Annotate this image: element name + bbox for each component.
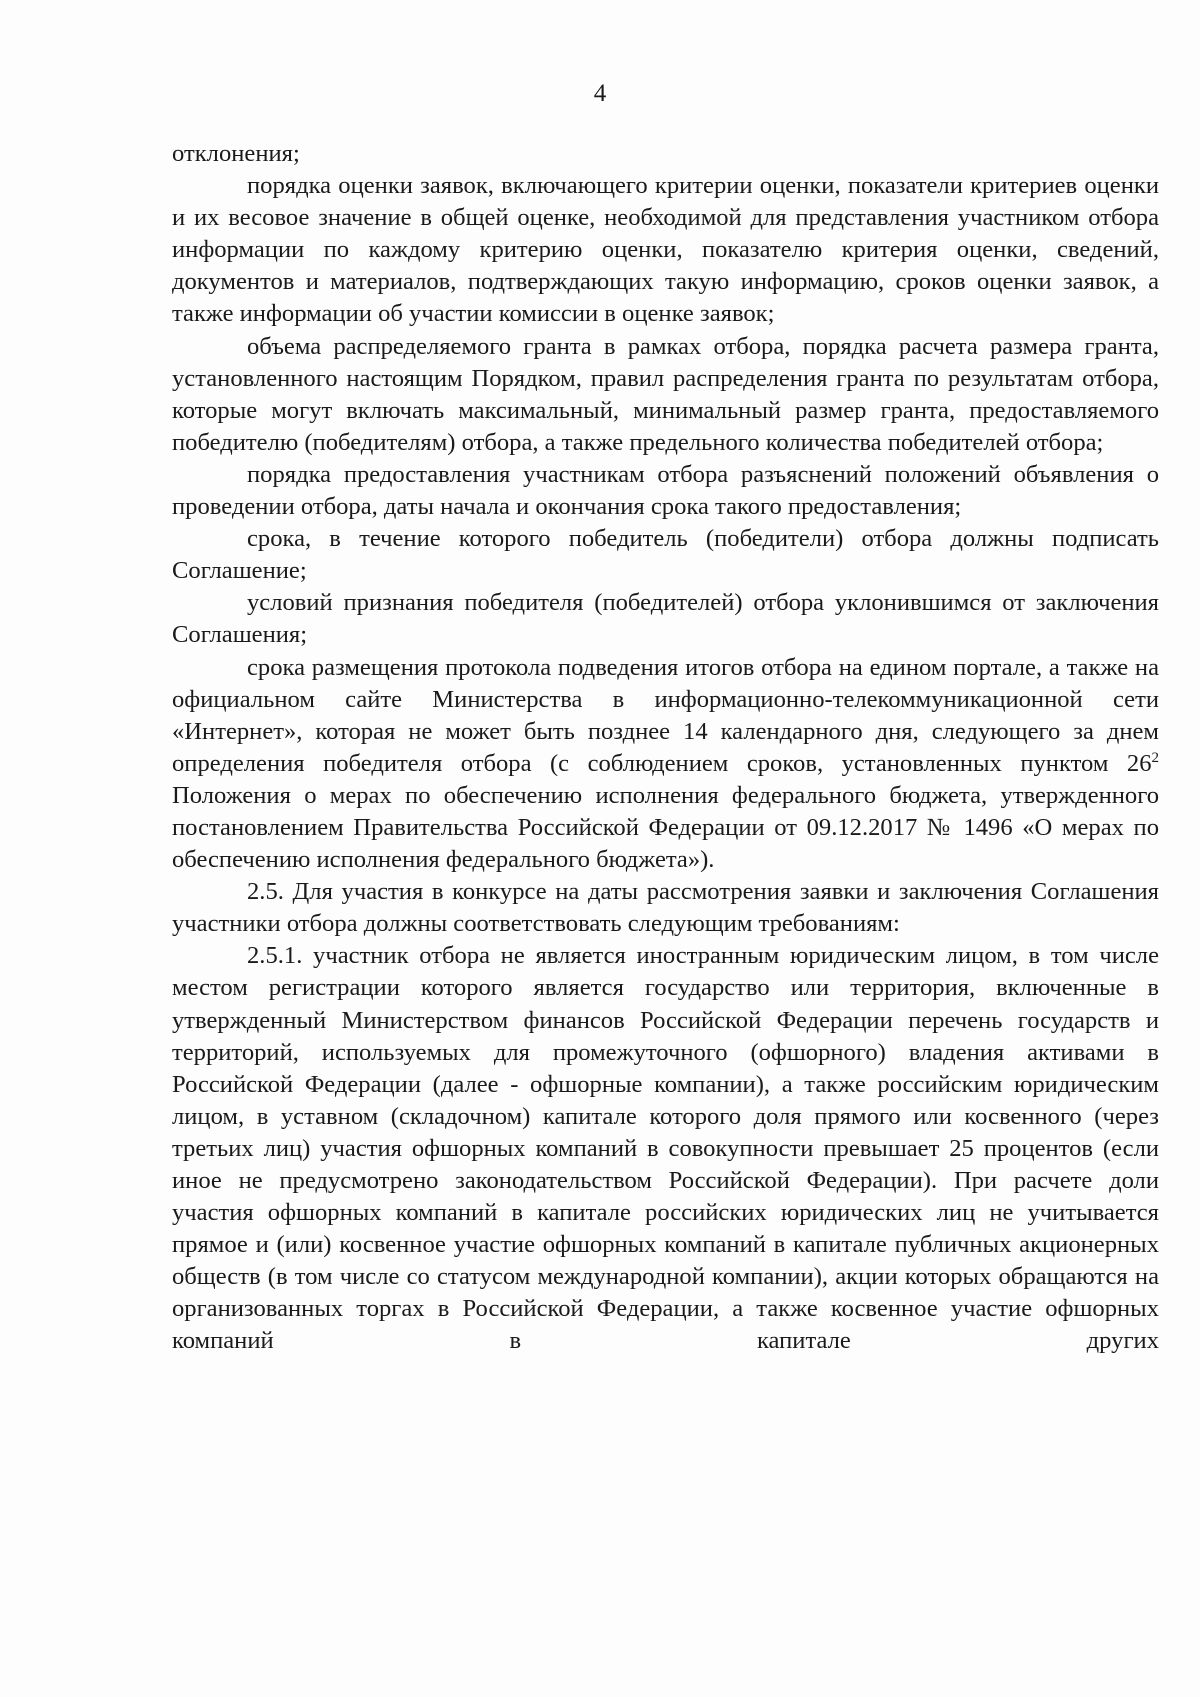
- paragraph: срока, в течение которого победитель (победители) отбора должны подписать Соглашение;: [172, 525, 1159, 585]
- paragraph: порядка оценки заявок, включающего критерии оценки, показатели критериев оценки и их весовое значение в общей оценке, необходимой для представления участником отбора информации по каждому критерию оценки, показателю критерия оценки, сведений, документов и материалов, подтверждающих такую информацию, сроков оценки заявок, а также информации об участии комиссии в оценке заявок;: [172, 172, 1159, 328]
- paragraph-text: Положения о мерах по обеспечению исполнения федерального бюджета, утвержденного постановлением Правительства Российской Федерации от 09.12.2017 № 1496 «О мерах по обеспечению исполнения федерального бюджета»).: [172, 781, 1159, 874]
- superscript: 2: [1151, 749, 1159, 766]
- paragraph: условий признания победителя (победителей) отбора уклонившимся от заключения Соглашения;: [172, 589, 1159, 649]
- paragraph: отклонения;: [172, 140, 300, 167]
- document-body: [172, 138, 1159, 1358]
- paragraph-placement: [172, 652, 1159, 877]
- page-number: 4: [593, 80, 607, 107]
- paragraph: объема распределяемого гранта в рамках отбора, порядка расчета размера гранта, установленного настоящим Порядком, правил распределения гранта по результатам отбора, которые могут включать максимальный, минимальный размер гранта, предоставляемого победителю (победителям) отбора, а также предельного количества победителей отбора;: [172, 332, 1159, 456]
- paragraph-section-2-5-1: 2.5.1. участник отбора не является иностранным юридическим лицом, в том числе местом регистрации которого является государство или территория, включенные в утвержденный Министерством финансов Российской Федерации перечень государств и территорий, используемых для промежуточного (офшорного) владения активами в Российской Федерации (далее - офшорные компании), а также российским юридическим лицом, в уставном (складочном) капитале которого доля прямого или косвенного (через третьих лиц) участия офшорных компаний в совокупности превышает 25 процентов (если иное не предусмотрено законодательством Российской Федерации). При расчете доли участия офшорных компаний в капитале российских юридических лиц не учитывается прямое и (или) косвенное участие офшорных компаний в капитале публичных акционерных обществ (в том числе со статусом международной компании), акции которых обращаются на организованных торгах в Российской Федерации, а также косвенное участие офшорных компаний в капитале других: [172, 942, 1159, 1355]
- paragraph: порядка предоставления участникам отбора разъяснений положений объявления о проведении отбора, даты начала и окончания срока такого предоставления;: [172, 460, 1159, 521]
- paragraph-text: срока размещения протокола подведения итогов отбора на едином портале, а также на официальном сайте Министерства в информационно-телекоммуникационной сети «Интернет», которая не может быть позднее 14 календарного дня, следующего за днем определения победителя отбора (с соблюдением сроков, установленных пунктом 26: [172, 653, 1159, 777]
- paragraph-section-2-5: 2.5. Для участия в конкурсе на даты рассмотрения заявки и заключения Соглашения участники отбора должны соответствовать следующим требованиям:: [172, 878, 1159, 938]
